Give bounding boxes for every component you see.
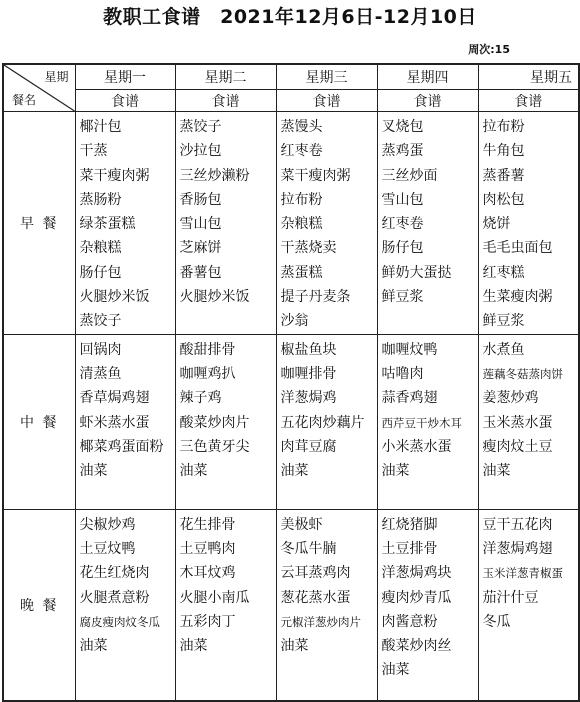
dish-item: 火腿小南瓜 xyxy=(179,589,250,606)
dish-item: 香草焗鸡翅 xyxy=(79,390,150,407)
dish-item: 咕噜肉 xyxy=(381,365,424,382)
dish-item: 葱花蒸水蛋 xyxy=(280,589,351,606)
dish-item: 咖喱排骨 xyxy=(280,365,337,382)
dish-item: 瘦肉炒青瓜 xyxy=(381,589,452,606)
recipe-subheader: 食谱 xyxy=(75,90,175,112)
dish-item: 油菜 xyxy=(381,662,410,679)
dish-item: 提子丹麦条 xyxy=(280,289,351,306)
dish-item: 油菜 xyxy=(179,463,208,480)
dish-item: 花生红烧肉 xyxy=(79,565,150,582)
dish-item: 云耳蒸鸡肉 xyxy=(280,565,351,582)
dish-item: 香肠包 xyxy=(179,191,222,208)
dish-cell xyxy=(377,112,478,335)
dish-item: 咖喱鸡扒 xyxy=(179,365,236,382)
dish-item: 蒸饺子 xyxy=(79,313,122,330)
dish-item: 拉布粉 xyxy=(280,191,323,208)
dish-item: 酸菜炒肉片 xyxy=(179,414,250,431)
dish-item: 瘦肉炆土豆 xyxy=(482,438,553,455)
dish-item: 油菜 xyxy=(79,463,108,480)
dish-item: 椒盐鱼块 xyxy=(280,341,337,358)
dish-item: 干蒸 xyxy=(79,143,108,160)
dish-item: 三色黄牙尖 xyxy=(179,438,250,455)
dish-item: 干蒸烧卖 xyxy=(280,240,337,257)
dish-item: 五花肉炒藕片 xyxy=(280,414,365,431)
menu-table xyxy=(2,63,580,702)
dish-item: 三丝炒濑粉 xyxy=(179,167,250,184)
dish-cell xyxy=(377,509,478,701)
dish-item: 毛毛虫面包 xyxy=(482,240,553,257)
dish-item: 洋葱焗鸡翅 xyxy=(482,540,553,557)
dish-item: 芝麻饼 xyxy=(179,240,222,257)
dish-item: 牛角包 xyxy=(482,143,525,160)
dish-item: 莲藕冬菇蒸肉饼 xyxy=(482,366,563,381)
dish-item: 生菜瘦肉粥 xyxy=(482,289,553,306)
dish-item: 番薯包 xyxy=(179,264,222,281)
dish-item: 姜葱炒鸡 xyxy=(482,390,539,407)
dish-cell xyxy=(75,334,175,509)
dish-item: 红枣卷 xyxy=(280,143,323,160)
dish-cell xyxy=(175,112,276,335)
dish-item: 肉酱意粉 xyxy=(381,613,438,630)
dish-item: 冬瓜 xyxy=(482,613,511,630)
day-header-row xyxy=(3,64,579,90)
dish-item: 尖椒炒鸡 xyxy=(79,516,136,533)
dish-cell xyxy=(377,334,478,509)
recipe-subheader: 食谱 xyxy=(478,90,579,112)
dish-item: 雪山包 xyxy=(179,216,222,233)
dish-item: 油菜 xyxy=(381,463,410,480)
dish-item: 油菜 xyxy=(280,463,309,480)
dish-item: 木耳炆鸡 xyxy=(179,565,236,582)
dish-cell xyxy=(478,334,579,509)
dish-item: 洋葱焗鸡 xyxy=(280,390,337,407)
meal-label: 中 餐 xyxy=(3,334,75,509)
recipe-subheader: 食谱 xyxy=(276,90,377,112)
meal-row-breakfast xyxy=(3,112,579,335)
dish-item: 回锅肉 xyxy=(79,341,122,358)
dish-item: 玉米洋葱青椒蛋 xyxy=(482,566,563,581)
dish-item: 腐皮瘦肉炆冬瓜 xyxy=(79,614,160,629)
dish-item: 三丝炒面 xyxy=(381,167,438,184)
recipe-subheader: 食谱 xyxy=(175,90,276,112)
dish-item: 酸甜排骨 xyxy=(179,341,236,358)
dish-item: 蒸鸡蛋 xyxy=(381,143,424,160)
dish-item: 沙拉包 xyxy=(179,143,222,160)
dish-item: 美极虾 xyxy=(280,516,323,533)
dish-cell xyxy=(478,509,579,701)
corner-meal-label: 餐名 xyxy=(12,93,37,107)
dish-item: 水煮鱼 xyxy=(482,341,525,358)
dish-item: 酸菜炒肉丝 xyxy=(381,638,452,655)
dish-item: 蒜香鸡翅 xyxy=(381,390,438,407)
day-header: 星期二 xyxy=(175,64,276,90)
dish-item: 油菜 xyxy=(482,463,511,480)
day-header: 星期一 xyxy=(75,64,175,90)
dish-item: 拉布粉 xyxy=(482,119,525,135)
dish-item: 小米蒸水蛋 xyxy=(381,438,452,455)
dish-item: 蒸肠粉 xyxy=(79,191,122,208)
dish-item: 火腿煮意粉 xyxy=(79,589,150,606)
dish-item: 蒸馒头 xyxy=(280,119,323,135)
dish-item: 肉松包 xyxy=(482,191,525,208)
recipe-subheader: 食谱 xyxy=(377,90,478,112)
corner-day-label: 星期 xyxy=(44,70,69,84)
meal-label: 晚 餐 xyxy=(3,509,75,701)
dish-item: 蒸饺子 xyxy=(179,119,222,135)
dish-item: 洋葱焗鸡块 xyxy=(381,565,452,582)
dish-cell xyxy=(276,334,377,509)
dish-item: 豆干五花肉 xyxy=(482,516,553,533)
dish-item: 虾米蒸水蛋 xyxy=(79,414,150,431)
dish-item: 鲜豆浆 xyxy=(482,313,525,330)
dish-item: 雪山包 xyxy=(381,191,424,208)
meal-label: 早 餐 xyxy=(3,112,75,335)
dish-item: 土豆鸭肉 xyxy=(179,540,236,557)
dish-item: 五彩肉丁 xyxy=(179,613,236,630)
dish-cell xyxy=(75,112,175,335)
dish-item: 椰汁包 xyxy=(79,119,122,135)
dish-item: 肠仔包 xyxy=(381,240,424,257)
dish-item: 冬瓜牛腩 xyxy=(280,540,337,557)
dish-cell xyxy=(276,509,377,701)
dish-item: 蒸番薯 xyxy=(482,167,525,184)
dish-item: 叉烧包 xyxy=(381,119,424,135)
dish-cell xyxy=(175,509,276,701)
menu-title: 教职工食谱 2021年12月6日-12月10日 xyxy=(103,6,477,28)
dish-item: 菜干瘦肉粥 xyxy=(280,167,351,184)
dish-item: 土豆炆鸭 xyxy=(79,540,136,557)
dish-item: 烧饼 xyxy=(482,216,511,233)
dish-item: 杂粮糕 xyxy=(280,216,323,233)
dish-item: 火腿炒米饭 xyxy=(179,289,250,306)
dish-item: 油菜 xyxy=(179,638,208,655)
dish-item: 肉茸豆腐 xyxy=(280,438,337,455)
dish-cell xyxy=(276,112,377,335)
dish-cell xyxy=(478,112,579,335)
dish-item: 菜干瘦肉粥 xyxy=(79,167,150,184)
dish-item: 元椒洋葱炒肉片 xyxy=(280,614,361,629)
dish-item: 沙翁 xyxy=(280,313,309,330)
dish-item: 红枣糕 xyxy=(482,264,525,281)
dish-item: 红枣卷 xyxy=(381,216,424,233)
dish-item: 土豆排骨 xyxy=(381,540,438,557)
dish-item: 肠仔包 xyxy=(79,264,122,281)
dish-item: 鲜豆浆 xyxy=(381,289,424,306)
day-header: 星期五 xyxy=(478,64,579,90)
dish-item: 西芹豆干炒木耳 xyxy=(381,415,462,430)
dish-item: 油菜 xyxy=(79,638,108,655)
dish-item: 火腿炒米饭 xyxy=(79,289,150,306)
week-number: 周次:15 xyxy=(468,43,510,56)
dish-item: 辣子鸡 xyxy=(179,390,222,407)
dish-item: 鲜奶大蛋挞 xyxy=(381,264,452,281)
dish-item: 蒸蛋糕 xyxy=(280,264,323,281)
dish-item: 清蒸鱼 xyxy=(79,365,122,382)
dish-item: 咖喱炆鸭 xyxy=(381,341,438,358)
subheader-row xyxy=(3,90,579,112)
dish-item: 茄汁什豆 xyxy=(482,589,539,606)
dish-item: 花生排骨 xyxy=(179,516,236,533)
dish-item: 红烧猪脚 xyxy=(381,516,438,533)
meal-row-dinner xyxy=(3,509,579,701)
dish-item: 绿茶蛋糕 xyxy=(79,216,136,233)
dish-item: 玉米蒸水蛋 xyxy=(482,414,553,431)
day-header: 星期四 xyxy=(377,64,478,90)
meal-row-lunch xyxy=(3,334,579,509)
dish-cell xyxy=(175,334,276,509)
corner-cell xyxy=(3,64,75,112)
day-header: 星期三 xyxy=(276,64,377,90)
dish-item: 杂粮糕 xyxy=(79,240,122,257)
dish-cell xyxy=(75,509,175,701)
dish-item: 椰菜鸡蛋面粉 xyxy=(79,438,164,455)
dish-item: 油菜 xyxy=(280,638,309,655)
